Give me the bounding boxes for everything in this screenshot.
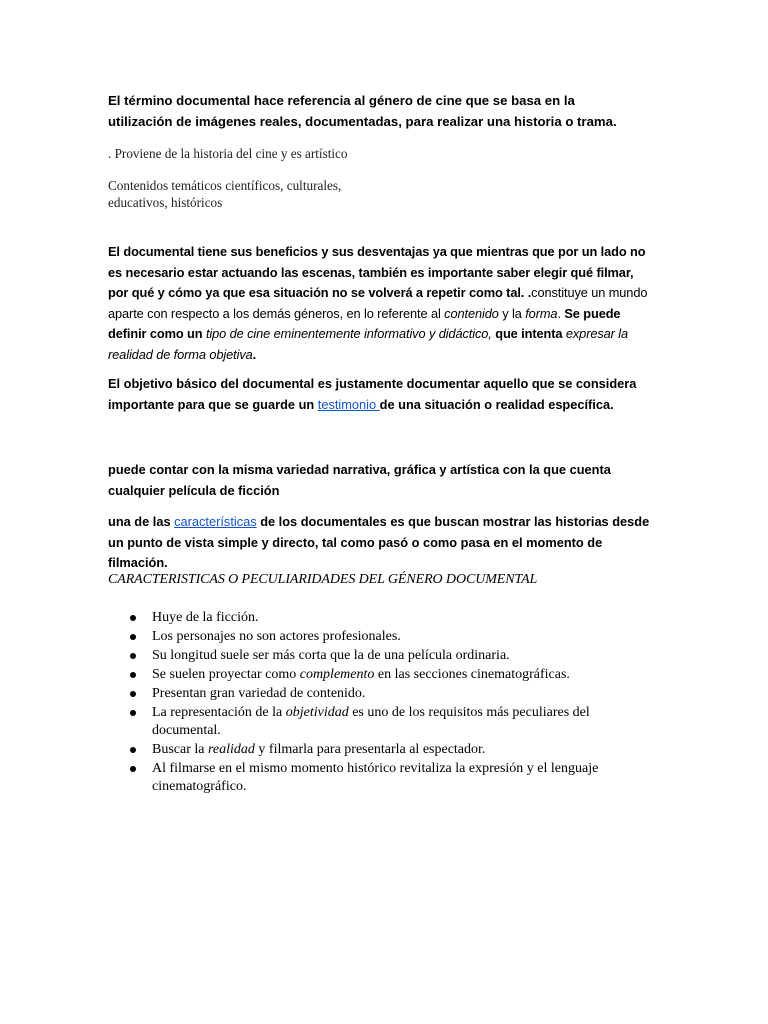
list-item-text: Presentan gran variedad de contenido. (152, 686, 366, 701)
bullet-icon (130, 634, 136, 640)
list-item (108, 628, 648, 646)
list-item-text: y filmarla para presentarla al espectador. (254, 742, 486, 757)
bullet-icon (130, 615, 136, 621)
variety-paragraph: puede contar con la misma variedad narrativa, gráfica y artística con la que cuenta cualquier película de ficción (108, 462, 611, 498)
list-item (108, 666, 648, 684)
benefits-text-4: . (557, 305, 565, 321)
characteristics-list (108, 609, 648, 797)
list-item (108, 741, 648, 759)
origin-line: . Proviene de la historia del cine y es artístico (108, 146, 348, 161)
list-item (108, 609, 648, 627)
benefits-term-tipo-de-cine: tipo de cine eminentemente informativo y didáctico, (205, 326, 492, 341)
bullet-icon (130, 710, 136, 716)
list-item-text: Los personajes no son actores profesionales. (152, 629, 401, 644)
list-item-text: es uno de los requisitos más peculiares del documental. (152, 705, 590, 738)
list-item-text: Se suelen proyectar como (152, 667, 300, 682)
benefits-text-3: y la (498, 305, 526, 321)
benefits-paragraph (108, 242, 656, 365)
intro-paragraph: El término documental hace referencia al género de cine que se basa en la utilización de imágenes reales, documentadas, para realizar una historia o trama. (108, 93, 617, 129)
contents-line: Contenidos temáticos científicos, culturales, educativos, históricos (108, 178, 342, 210)
bullet-icon (130, 653, 136, 659)
bullet-icon (130, 747, 136, 753)
list-item (108, 760, 648, 796)
list-item-text: en las secciones cinematográficas. (374, 667, 570, 682)
bullet-icon (130, 691, 136, 697)
list-item-text: Su longitud suele ser más corta que la de una película ordinaria. (152, 648, 510, 663)
objective-text-1: El objetivo básico del documental es justamente documentar aquello que se considera importante para que se guarde un (108, 376, 637, 412)
benefits-term-forma: forma (525, 305, 558, 321)
benefits-text-2: constituye un mundo aparte con respecto a los demás géneros, en lo referente al (108, 285, 648, 321)
benefits-term-contenido: contenido (444, 305, 499, 321)
list-item-term-complemento: complemento (299, 667, 375, 682)
section-heading: CARACTERISTICAS O PECULIARIDADES DEL GÉNERO DOCUMENTAL (108, 572, 538, 587)
benefits-text-6: que intenta (491, 326, 566, 341)
testimonio-link[interactable]: testimonio (317, 396, 380, 412)
characteristics-text-1: una de las (108, 514, 175, 529)
list-item-text: Buscar la (152, 742, 208, 757)
benefits-text-7: . (252, 346, 257, 362)
caracteristicas-link[interactable]: características (174, 514, 257, 529)
characteristics-paragraph (108, 512, 660, 574)
list-item (108, 647, 648, 665)
list-item (108, 704, 648, 740)
list-item-text: Huye de la ficción. (152, 610, 259, 625)
bullet-icon (130, 672, 136, 678)
list-item-term-objetividad: objetividad (285, 705, 349, 720)
list-item-text: La representación de la (152, 705, 286, 720)
objective-text-2: de una situación o realidad específica. (379, 396, 614, 412)
list-item-text: Al filmarse en el mismo momento histórico revitaliza la expresión y el lenguaje cinematográfico. (152, 761, 599, 794)
list-item-term-realidad: realidad (207, 742, 255, 757)
benefits-term-expresar: expresar la realidad de forma objetiva (108, 326, 629, 362)
bullet-icon (130, 766, 136, 772)
benefits-text-5: Se puede definir como un (108, 305, 621, 341)
benefits-text-1: El documental tiene sus beneficios y sus desventajas ya que mientras que por un lado no es necesario estar actuando las escenas, también es importante saber elegir qué filmar, por qué y cómo ya que esa situación no se volverá a repetir como tal. . (108, 244, 646, 300)
list-item (108, 685, 648, 703)
objective-paragraph (108, 374, 656, 415)
characteristics-text-2: de los documentales es que buscan mostrar las historias desde un punto de vista simple y directo, tal como pasó o como pasa en el momento de filmación. (108, 514, 650, 570)
